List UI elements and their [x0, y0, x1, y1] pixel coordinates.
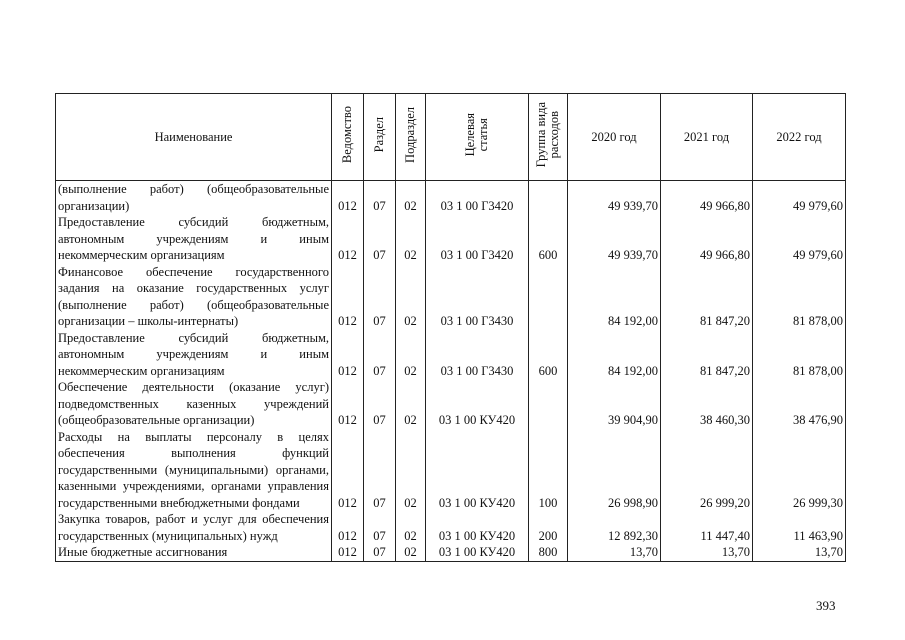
row-target: 03 1 00 КУ420: [426, 429, 529, 512]
header-expense-group: Группа вида расходов: [534, 102, 561, 168]
header-target: Целевая статья: [463, 113, 490, 157]
row-subsection: 02: [396, 379, 426, 429]
table-row: [56, 214, 846, 264]
row-section: 07: [364, 379, 396, 429]
row-expense-group: 600: [529, 214, 568, 264]
header-2021: 2021 год: [661, 94, 753, 181]
row-2020: 12 892,30: [568, 511, 661, 544]
row-expense-group: [529, 181, 568, 215]
row-2022: 26 999,30: [753, 429, 846, 512]
row-ministry: 012: [332, 511, 364, 544]
row-2021: 38 460,30: [661, 379, 753, 429]
row-ministry: 012: [332, 181, 364, 215]
row-section: 07: [364, 511, 396, 544]
row-name: Иные бюджетные ассигнования: [56, 544, 332, 561]
row-subsection: 02: [396, 214, 426, 264]
row-2020: 49 939,70: [568, 214, 661, 264]
row-2021: 81 847,20: [661, 264, 753, 330]
table-row: [56, 264, 846, 330]
row-target: 03 1 00 КУ420: [426, 544, 529, 561]
row-ministry: 012: [332, 379, 364, 429]
row-expense-group: 100: [529, 429, 568, 512]
row-name: Финансовое обеспечение государственного задания на оказание государственных услуг (выполнение работ) (общеобразовательные организации – школы-интернаты): [56, 264, 332, 330]
row-expense-group: [529, 379, 568, 429]
row-2022: 38 476,90: [753, 379, 846, 429]
row-2021: 26 999,20: [661, 429, 753, 512]
header-2022: 2022 год: [753, 94, 846, 181]
row-target: 03 1 00 КУ420: [426, 511, 529, 544]
row-2020: 49 939,70: [568, 181, 661, 215]
table-header-row: [56, 94, 846, 181]
table-row: [56, 429, 846, 512]
row-2022: 81 878,00: [753, 330, 846, 380]
row-target: 03 1 00 Г3430: [426, 264, 529, 330]
budget-table: [55, 93, 846, 562]
row-expense-group: 200: [529, 511, 568, 544]
row-expense-group: 800: [529, 544, 568, 561]
row-subsection: 02: [396, 264, 426, 330]
row-2022: 11 463,90: [753, 511, 846, 544]
row-target: 03 1 00 Г3420: [426, 181, 529, 215]
row-2020: 84 192,00: [568, 330, 661, 380]
row-subsection: 02: [396, 429, 426, 512]
row-section: 07: [364, 181, 396, 215]
table-row: [56, 379, 846, 429]
row-section: 07: [364, 214, 396, 264]
header-2020: 2020 год: [568, 94, 661, 181]
row-expense-group: 600: [529, 330, 568, 380]
row-2022: 13,70: [753, 544, 846, 561]
page-number: 393: [816, 598, 836, 613]
row-expense-group: [529, 264, 568, 330]
row-name: Обеспечение деятельности (оказание услуг) подведомственных казенных учреждений (общеобразовательные организации): [56, 379, 332, 429]
row-subsection: 02: [396, 511, 426, 544]
row-2020: 13,70: [568, 544, 661, 561]
row-2021: 49 966,80: [661, 214, 753, 264]
row-ministry: 012: [332, 429, 364, 512]
row-2021: 49 966,80: [661, 181, 753, 215]
row-ministry: 012: [332, 264, 364, 330]
header-name: Наименование: [56, 94, 332, 181]
row-target: 03 1 00 Г3430: [426, 330, 529, 380]
row-target: 03 1 00 Г3420: [426, 214, 529, 264]
row-subsection: 02: [396, 330, 426, 380]
header-ministry: Ведомство: [340, 106, 354, 164]
header-subsection: Подраздел: [403, 107, 417, 163]
row-2020: 84 192,00: [568, 264, 661, 330]
row-2020: 26 998,90: [568, 429, 661, 512]
row-2020: 39 904,90: [568, 379, 661, 429]
table-row: [56, 330, 846, 380]
row-section: 07: [364, 264, 396, 330]
row-section: 07: [364, 330, 396, 380]
row-subsection: 02: [396, 544, 426, 561]
row-2021: 13,70: [661, 544, 753, 561]
row-2022: 49 979,60: [753, 214, 846, 264]
row-ministry: 012: [332, 330, 364, 380]
row-name: Предоставление субсидий бюджетным, автономным учреждениям и иным некоммерческим организациям: [56, 214, 332, 264]
row-section: 07: [364, 544, 396, 561]
row-name: Закупка товаров, работ и услуг для обеспечения государственных (муниципальных) нужд: [56, 511, 332, 544]
row-ministry: 012: [332, 214, 364, 264]
table-row: [56, 544, 846, 561]
row-2022: 81 878,00: [753, 264, 846, 330]
table-row: [56, 181, 846, 215]
row-name: (выполнение работ) (общеобразовательные организации): [56, 181, 332, 215]
row-2021: 11 447,40: [661, 511, 753, 544]
table-row: [56, 511, 846, 544]
row-2022: 49 979,60: [753, 181, 846, 215]
row-ministry: 012: [332, 544, 364, 561]
row-target: 03 1 00 КУ420: [426, 379, 529, 429]
row-name: Предоставление субсидий бюджетным, автономным учреждениям и иным некоммерческим организациям: [56, 330, 332, 380]
row-subsection: 02: [396, 181, 426, 215]
row-section: 07: [364, 429, 396, 512]
row-name: Расходы на выплаты персоналу в целях обеспечения выполнения функций государственными (муниципальными) органами, казенными учреждениями, органами управления государственными внебюджетными фондами: [56, 429, 332, 512]
row-2021: 81 847,20: [661, 330, 753, 380]
header-section: Раздел: [372, 117, 386, 153]
